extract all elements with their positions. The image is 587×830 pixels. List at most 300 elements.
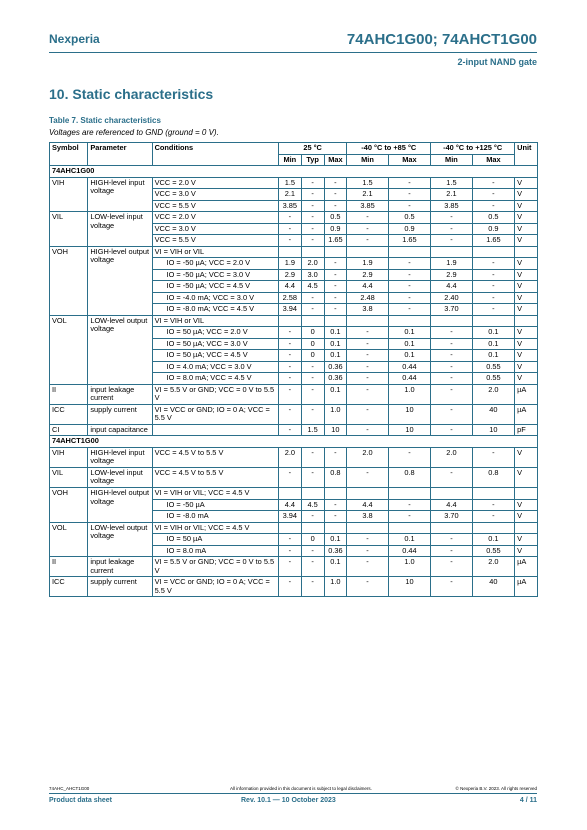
cell-condition: VCC = 3.0 V — [152, 189, 278, 201]
cell-value: - — [388, 177, 430, 189]
cell-condition: IO = 4.0 mA; VCC = 3.0 V — [152, 361, 278, 373]
cell-value: 4.4 — [431, 281, 472, 293]
cell-symbol: II — [50, 557, 88, 577]
cell-value: 0.8 — [472, 467, 514, 487]
cell-value: - — [301, 384, 324, 404]
cell-symbol: CI — [50, 424, 88, 436]
cell-parameter: LOW-level input voltage — [88, 212, 152, 247]
cell-value: - — [278, 467, 301, 487]
cell-value: 4.4 — [278, 499, 301, 511]
cell-value: - — [472, 281, 514, 293]
cell-symbol: VIH — [50, 447, 88, 467]
header-max: Max — [324, 154, 347, 166]
cell-parameter: HIGH-level output voltage — [88, 487, 152, 522]
cell-value: 3.85 — [347, 200, 388, 212]
cell-value: 1.65 — [388, 235, 430, 247]
cell-value: 2.58 — [278, 292, 301, 304]
cell-value: - — [431, 384, 472, 404]
cell-value: 1.5 — [347, 177, 388, 189]
cell-empty — [388, 246, 430, 258]
cell-value: - — [347, 557, 388, 577]
cell-symbol: VIL — [50, 212, 88, 247]
cell-value: 0.9 — [324, 223, 347, 235]
cell-empty — [472, 315, 514, 327]
cell-value: 2.0 — [472, 384, 514, 404]
cell-value: - — [388, 304, 430, 316]
cell-condition: IO = 50 µA; VCC = 4.5 V — [152, 350, 278, 362]
table-row — [50, 315, 538, 327]
cell-value: - — [347, 350, 388, 362]
cell-value: 40 — [472, 577, 514, 597]
header-unit: Unit — [515, 143, 538, 166]
cell-empty — [324, 246, 347, 258]
cell-condition: IO = 8.0 mA — [152, 545, 278, 557]
cell-value: - — [431, 577, 472, 597]
cell-value: - — [278, 327, 301, 339]
cell-value: V — [515, 177, 538, 189]
header-min: Min — [431, 154, 472, 166]
cell-value: 2.40 — [431, 292, 472, 304]
group-row — [50, 166, 538, 178]
cell-value: - — [347, 577, 388, 597]
cell-value: 1.0 — [324, 577, 347, 597]
cell-empty — [278, 487, 301, 499]
cell-value: - — [278, 350, 301, 362]
cell-condition: IO = 8.0 mA; VCC = 4.5 V — [152, 373, 278, 385]
cell-value: - — [431, 327, 472, 339]
cell-value: V — [515, 292, 538, 304]
cell-value: 0 — [301, 350, 324, 362]
table-row — [50, 177, 538, 189]
cell-value: 0.1 — [472, 327, 514, 339]
cell-value: 0.5 — [324, 212, 347, 224]
cell-value: - — [431, 467, 472, 487]
cell-value: 0.9 — [472, 223, 514, 235]
cell-empty — [515, 487, 538, 499]
cell-empty — [388, 487, 430, 499]
cell-value: - — [301, 557, 324, 577]
cell-value: - — [301, 404, 324, 424]
cell-value: V — [515, 223, 538, 235]
table-row — [50, 447, 538, 467]
cell-value: V — [515, 545, 538, 557]
cell-value: - — [278, 545, 301, 557]
cell-value: 2.9 — [347, 269, 388, 281]
cell-value: - — [472, 511, 514, 523]
cell-value: - — [431, 545, 472, 557]
cell-value: - — [278, 424, 301, 436]
cell-value: - — [347, 404, 388, 424]
cell-symbol: ICC — [50, 577, 88, 597]
cell-value: 2.1 — [431, 189, 472, 201]
cell-empty — [324, 522, 347, 534]
cell-value: - — [347, 223, 388, 235]
table-row — [50, 404, 538, 424]
cell-value: - — [278, 235, 301, 247]
cell-value: - — [388, 189, 430, 201]
cell-value: - — [472, 189, 514, 201]
cell-value: 0.36 — [324, 373, 347, 385]
footer-doc-type: Product data sheet — [49, 797, 113, 804]
cell-condition: IO = -4.0 mA; VCC = 3.0 V — [152, 292, 278, 304]
header-conditions: Conditions — [152, 143, 278, 166]
cell-value: - — [278, 212, 301, 224]
cell-parameter: LOW-level input voltage — [88, 467, 152, 487]
cell-value: 0.44 — [388, 545, 430, 557]
cell-empty — [347, 315, 388, 327]
cell-value: 0.1 — [388, 350, 430, 362]
header-max: Max — [388, 154, 430, 166]
cell-value: - — [324, 177, 347, 189]
cell-value: - — [301, 545, 324, 557]
cell-value: 0.36 — [324, 361, 347, 373]
group-title: 74AHCT1G00 — [50, 436, 538, 448]
cell-value: - — [347, 545, 388, 557]
cell-value: 10 — [388, 404, 430, 424]
cell-value: - — [301, 467, 324, 487]
cell-value: - — [431, 404, 472, 424]
cell-value: - — [278, 373, 301, 385]
cell-value: 0.1 — [472, 338, 514, 350]
cell-symbol: VIH — [50, 177, 88, 212]
cell-value: - — [347, 338, 388, 350]
cell-symbol: VIL — [50, 467, 88, 487]
header-rule — [49, 52, 537, 53]
cell-condition: IO = -50 µA; VCC = 2.0 V — [152, 258, 278, 270]
cell-parameter: supply current — [88, 577, 152, 597]
cell-value: 0.44 — [388, 373, 430, 385]
footer-revision: Rev. 10.1 — 10 October 2023 — [241, 797, 336, 804]
cell-value: - — [431, 534, 472, 546]
cell-value: 2.0 — [278, 447, 301, 467]
cell-empty — [278, 315, 301, 327]
cell-value: - — [324, 258, 347, 270]
cell-empty — [347, 487, 388, 499]
cell-value: 4.4 — [347, 499, 388, 511]
header-min: Min — [278, 154, 301, 166]
cell-value: 3.8 — [347, 511, 388, 523]
cell-value: V — [515, 304, 538, 316]
cell-empty — [431, 246, 472, 258]
cell-value: V — [515, 534, 538, 546]
cell-value: 0.55 — [472, 361, 514, 373]
part-number: 74AHC1G00; 74AHCT1G00 — [346, 31, 537, 48]
cell-value: 1.9 — [278, 258, 301, 270]
cell-value: 2.9 — [431, 269, 472, 281]
cell-value: 0.1 — [324, 557, 347, 577]
cell-parameter: input leakage current — [88, 557, 152, 577]
cell-empty — [278, 522, 301, 534]
cell-symbol: VOL — [50, 522, 88, 557]
cell-value: - — [301, 292, 324, 304]
cell-value: - — [431, 424, 472, 436]
cell-value: - — [301, 304, 324, 316]
header-min: Min — [347, 154, 388, 166]
cell-value: V — [515, 212, 538, 224]
cell-value: 1.5 — [301, 424, 324, 436]
cell-value: 0.8 — [324, 467, 347, 487]
cell-value: V — [515, 281, 538, 293]
cell-value: 3.94 — [278, 304, 301, 316]
cell-value: 0.8 — [388, 467, 430, 487]
header-temp-85: -40 °C to +85 °C — [347, 143, 431, 155]
cell-condition: IO = 50 µA; VCC = 3.0 V — [152, 338, 278, 350]
cell-value: - — [388, 258, 430, 270]
table-caption: Table 7. Static characteristics — [49, 116, 161, 125]
cell-value: - — [472, 499, 514, 511]
cell-parameter: input leakage current — [88, 384, 152, 404]
cell-empty — [301, 522, 324, 534]
cell-value: - — [301, 200, 324, 212]
table-row — [50, 557, 538, 577]
cell-empty — [431, 522, 472, 534]
cell-value: V — [515, 258, 538, 270]
table-row — [50, 384, 538, 404]
cell-value: - — [431, 338, 472, 350]
cell-value: - — [347, 384, 388, 404]
cell-value: 2.0 — [472, 557, 514, 577]
table-row — [50, 246, 538, 258]
table-row — [50, 522, 538, 534]
cell-value: 0.1 — [324, 384, 347, 404]
cell-value: 10 — [324, 424, 347, 436]
cell-empty — [324, 315, 347, 327]
cell-value: - — [301, 177, 324, 189]
cell-empty — [324, 487, 347, 499]
cell-value: - — [431, 373, 472, 385]
cell-value: 4.4 — [431, 499, 472, 511]
cell-empty — [515, 246, 538, 258]
cell-value: 4.5 — [301, 499, 324, 511]
cell-value: - — [278, 223, 301, 235]
document-subtitle: 2-input NAND gate — [457, 57, 537, 67]
cell-value: 0 — [301, 327, 324, 339]
cell-value: - — [301, 511, 324, 523]
cell-condition: VCC = 4.5 V to 5.5 V — [152, 447, 278, 467]
cell-empty — [472, 522, 514, 534]
cell-value: µA — [515, 557, 538, 577]
cell-parameter: HIGH-level input voltage — [88, 177, 152, 212]
cell-value: µA — [515, 404, 538, 424]
cell-value: V — [515, 189, 538, 201]
cell-value: 2.0 — [347, 447, 388, 467]
cell-value: - — [388, 511, 430, 523]
cell-empty — [301, 315, 324, 327]
cell-value: 1.5 — [431, 177, 472, 189]
cell-condition: VI = VIH or VIL — [152, 315, 278, 327]
cell-value: 2.0 — [431, 447, 472, 467]
cell-value: V — [515, 499, 538, 511]
cell-parameter: supply current — [88, 404, 152, 424]
cell-condition: IO = -50 µA; VCC = 3.0 V — [152, 269, 278, 281]
cell-condition: VI = 5.5 V or GND; VCC = 0 V to 5.5 V — [152, 557, 278, 577]
cell-value: 2.48 — [347, 292, 388, 304]
cell-empty — [278, 246, 301, 258]
cell-value: 0.55 — [472, 545, 514, 557]
cell-value: - — [347, 327, 388, 339]
cell-value: - — [278, 557, 301, 577]
cell-condition: IO = 50 µA — [152, 534, 278, 546]
cell-value: 10 — [388, 424, 430, 436]
cell-symbol: VOH — [50, 487, 88, 522]
cell-value: 0.36 — [324, 545, 347, 557]
header-max: Max — [472, 154, 514, 166]
cell-value: 10 — [388, 577, 430, 597]
cell-value: 1.0 — [388, 384, 430, 404]
cell-parameter: HIGH-level input voltage — [88, 447, 152, 467]
cell-parameter: LOW-level output voltage — [88, 522, 152, 557]
cell-parameter: HIGH-level output voltage — [88, 246, 152, 315]
cell-value: - — [472, 258, 514, 270]
cell-value: 3.0 — [301, 269, 324, 281]
cell-value: 1.9 — [347, 258, 388, 270]
cell-empty — [431, 315, 472, 327]
cell-empty — [388, 522, 430, 534]
cell-value: 4.4 — [347, 281, 388, 293]
cell-value: - — [324, 281, 347, 293]
cell-value: - — [347, 361, 388, 373]
footer-doc-id: 74AHC_AHCT1G00 — [49, 786, 90, 791]
cell-value: 0.9 — [388, 223, 430, 235]
cell-value: - — [388, 281, 430, 293]
cell-value: 2.1 — [278, 189, 301, 201]
cell-value: 1.65 — [324, 235, 347, 247]
table-note: Voltages are referenced to GND (ground = 0 V). — [49, 128, 219, 137]
cell-value: - — [301, 223, 324, 235]
cell-condition: VI = 5.5 V or GND; VCC = 0 V to 5.5 V — [152, 384, 278, 404]
cell-value: 0.5 — [472, 212, 514, 224]
cell-value: 3.8 — [347, 304, 388, 316]
cell-value: 4.5 — [301, 281, 324, 293]
cell-value: 0.1 — [472, 534, 514, 546]
cell-value: 1.0 — [388, 557, 430, 577]
cell-condition: VCC = 3.0 V — [152, 223, 278, 235]
cell-value: - — [278, 534, 301, 546]
cell-symbol: ICC — [50, 404, 88, 424]
cell-value: 0.1 — [388, 327, 430, 339]
cell-value: - — [324, 499, 347, 511]
cell-value: - — [347, 212, 388, 224]
cell-value: 0.5 — [388, 212, 430, 224]
cell-condition: IO = -50 µA; VCC = 4.5 V — [152, 281, 278, 293]
cell-value: 4.4 — [278, 281, 301, 293]
cell-value: V — [515, 511, 538, 523]
cell-value: - — [431, 557, 472, 577]
cell-value: 1.5 — [278, 177, 301, 189]
cell-value: 10 — [472, 424, 514, 436]
cell-value: - — [347, 467, 388, 487]
cell-value: - — [388, 447, 430, 467]
table-row — [50, 487, 538, 499]
cell-value: - — [301, 189, 324, 201]
cell-value: - — [431, 235, 472, 247]
cell-parameter: input capacitance — [88, 424, 152, 436]
cell-value: - — [324, 304, 347, 316]
cell-parameter: LOW-level output voltage — [88, 315, 152, 384]
cell-value: - — [324, 189, 347, 201]
cell-condition: IO = -8.0 mA; VCC = 4.5 V — [152, 304, 278, 316]
cell-empty — [431, 487, 472, 499]
cell-condition: VI = VCC or GND; IO = 0 A; VCC = 5.5 V — [152, 404, 278, 424]
cell-value: - — [347, 424, 388, 436]
cell-condition: VCC = 4.5 V to 5.5 V — [152, 467, 278, 487]
footer-page: 4 / 11 — [519, 797, 537, 804]
static-characteristics-table — [49, 142, 538, 597]
cell-value: - — [324, 511, 347, 523]
cell-value: 1.65 — [472, 235, 514, 247]
cell-value: - — [472, 177, 514, 189]
cell-value: - — [278, 404, 301, 424]
cell-empty — [515, 522, 538, 534]
cell-value: V — [515, 361, 538, 373]
brand-name: Nexperia — [49, 32, 100, 46]
header-temp-125: -40 °C to +125 °C — [431, 143, 515, 155]
cell-symbol: II — [50, 384, 88, 404]
cell-value: - — [278, 338, 301, 350]
cell-value: V — [515, 327, 538, 339]
cell-value: - — [388, 200, 430, 212]
cell-value: µA — [515, 577, 538, 597]
header-temp-25: 25 °C — [278, 143, 346, 155]
cell-value: 3.85 — [431, 200, 472, 212]
cell-value: 0 — [301, 338, 324, 350]
cell-condition: VI = VIH or VIL — [152, 246, 278, 258]
cell-value: V — [515, 269, 538, 281]
cell-value: 40 — [472, 404, 514, 424]
cell-value: pF — [515, 424, 538, 436]
cell-value: V — [515, 338, 538, 350]
cell-value: 0.1 — [324, 534, 347, 546]
cell-value: 0 — [301, 534, 324, 546]
header-parameter: Parameter — [88, 143, 152, 166]
footer-copyright: © Nexperia B.V. 2023. All rights reserved — [455, 786, 537, 791]
cell-value: 3.85 — [278, 200, 301, 212]
cell-value: 1.0 — [324, 404, 347, 424]
cell-value: V — [515, 373, 538, 385]
cell-empty — [301, 246, 324, 258]
cell-condition: IO = -8.0 mA — [152, 511, 278, 523]
cell-value: µA — [515, 384, 538, 404]
cell-value: - — [301, 447, 324, 467]
table-row — [50, 424, 538, 436]
cell-value: - — [278, 577, 301, 597]
cell-value: 0.1 — [388, 534, 430, 546]
cell-value: 0.1 — [324, 350, 347, 362]
cell-value: 1.9 — [431, 258, 472, 270]
cell-value: - — [324, 447, 347, 467]
cell-value: 3.94 — [278, 511, 301, 523]
cell-value: V — [515, 447, 538, 467]
cell-condition: VCC = 5.5 V — [152, 200, 278, 212]
cell-value: - — [431, 350, 472, 362]
cell-value: - — [347, 534, 388, 546]
group-title: 74AHC1G00 — [50, 166, 538, 178]
cell-condition: IO = -50 µA — [152, 499, 278, 511]
cell-value: 2.0 — [301, 258, 324, 270]
cell-value: V — [515, 467, 538, 487]
cell-value: - — [301, 212, 324, 224]
cell-value: - — [388, 499, 430, 511]
cell-value: - — [301, 361, 324, 373]
cell-value: - — [431, 223, 472, 235]
cell-value: - — [301, 577, 324, 597]
cell-empty — [347, 246, 388, 258]
cell-value: 2.1 — [347, 189, 388, 201]
cell-condition — [152, 424, 278, 436]
cell-value: - — [278, 384, 301, 404]
cell-condition: VI = VCC or GND; IO = 0 A; VCC = 5.5 V — [152, 577, 278, 597]
cell-value: V — [515, 235, 538, 247]
